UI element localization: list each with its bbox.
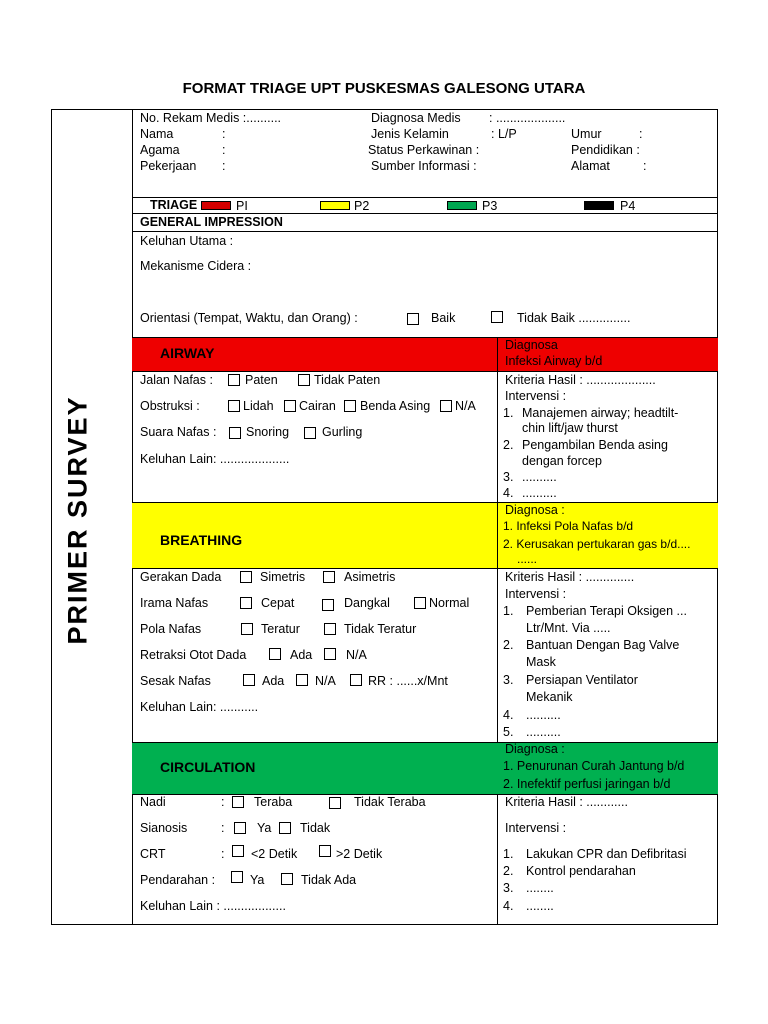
orientasi-tidak-baik-label: Tidak Baik ...............: [517, 311, 631, 325]
retraksi-ada-checkbox[interactable]: [269, 648, 281, 660]
row-line: [132, 742, 718, 743]
pendarahan-ya-label: Ya: [250, 873, 265, 887]
breathing-header: BREATHING: [160, 532, 243, 548]
benda-asing-label: Benda Asing: [360, 399, 431, 413]
circulation-kriteria-hasil: Kriteria Hasil : ............: [505, 795, 628, 809]
tidak-teratur-label: Tidak Teratur: [344, 622, 417, 636]
intervensi-item: Bantuan Dengan Bag Valve: [526, 638, 680, 652]
simetris-checkbox[interactable]: [240, 571, 252, 583]
gerakan-dada-label: Gerakan Dada: [140, 570, 222, 584]
paten-checkbox[interactable]: [228, 374, 240, 386]
intervensi-item: ..........: [526, 708, 561, 722]
status-perkawinan-label: Status Perkawinan :: [368, 143, 480, 157]
colon: :: [643, 159, 647, 173]
cairan-label: Cairan: [299, 399, 336, 413]
intervensi-item-cont: chin lift/jaw thurst: [522, 421, 618, 435]
mekanisme-cidera-label: Mekanisme Cidera :: [140, 259, 252, 273]
row-line: [132, 231, 718, 232]
intervensi-number: 1.: [503, 604, 514, 618]
snoring-checkbox[interactable]: [229, 427, 241, 439]
intervensi-item: ..........: [522, 486, 557, 500]
nama-label: Nama: [140, 127, 174, 141]
sesak-na-label: N/A: [315, 674, 336, 688]
simetris-label: Simetris: [260, 570, 306, 584]
sianosis-tidak-label: Tidak: [300, 821, 331, 835]
general-impression-header: GENERAL IMPRESSION: [140, 215, 283, 229]
circulation-header: CIRCULATION: [160, 759, 256, 775]
triage-p1-label: PI: [236, 199, 248, 213]
tidak-teratur-checkbox[interactable]: [324, 623, 336, 635]
row-line: [132, 502, 718, 503]
breathing-diagnosa-3: ......: [517, 552, 538, 566]
benda-asing-checkbox[interactable]: [344, 400, 356, 412]
intervensi-item-cont: Ltr/Mnt. Via .....: [526, 621, 611, 635]
breathing-diagnosa-2: 2. Kerusakan pertukaran gas b/d....: [503, 537, 691, 551]
intervensi-item-cont: Mekanik: [526, 690, 573, 704]
retraksi-otot-label: Retraksi Otot Dada: [140, 648, 247, 662]
teratur-checkbox[interactable]: [241, 623, 253, 635]
airway-diagnosa-title: Diagnosa: [505, 338, 558, 352]
gurling-checkbox[interactable]: [304, 427, 316, 439]
colon: :: [221, 795, 225, 809]
intervensi-item: ........: [526, 899, 554, 913]
pendidikan-label: Pendidikan :: [571, 143, 640, 157]
row-line: [132, 213, 718, 214]
pendarahan-label: Pendarahan :: [140, 873, 216, 887]
intervensi-item: Lakukan CPR dan Defibritasi: [526, 847, 687, 861]
dangkal-label: Dangkal: [344, 596, 390, 610]
triage-swatch-p1[interactable]: [201, 201, 231, 210]
intervensi-number: 4.: [503, 708, 514, 722]
jenis-kelamin-value: : L/P: [491, 127, 517, 141]
normal-checkbox[interactable]: [414, 597, 426, 609]
crt-gt2-label: >2 Detik: [336, 847, 383, 861]
sianosis-tidak-checkbox[interactable]: [279, 822, 291, 834]
keluhan-utama-label: Keluhan Utama :: [140, 234, 234, 248]
intervensi-number: 1.: [503, 406, 514, 420]
intervensi-number: 1.: [503, 847, 514, 861]
colon: :: [222, 159, 226, 173]
airway-keluhan-lain: Keluhan Lain: ....................: [140, 452, 290, 466]
breathing-keluhan-lain: Keluhan Lain: ...........: [140, 700, 259, 714]
dangkal-checkbox[interactable]: [322, 599, 334, 611]
airway-kriteria-hasil: Kriteria Hasil : ....................: [505, 373, 656, 387]
intervensi-number: 2.: [503, 438, 514, 452]
retraksi-na-label: N/A: [346, 648, 367, 662]
frame-left: [51, 109, 52, 925]
sesak-nafas-label: Sesak Nafas: [140, 674, 211, 688]
row-line: [132, 337, 718, 338]
intervensi-item: Pemberian Terapi Oksigen ...: [526, 604, 687, 618]
teraba-label: Teraba: [254, 795, 293, 809]
cepat-checkbox[interactable]: [240, 597, 252, 609]
circulation-diagnosa-title: Diagnosa :: [505, 742, 565, 756]
airway-header: AIRWAY: [160, 345, 215, 361]
tidak-paten-label: Tidak Paten: [314, 373, 381, 387]
asimetris-label: Asimetris: [344, 570, 396, 584]
intervensi-number: 3.: [503, 881, 514, 895]
breathing-diagnosa-title: Diagnosa :: [505, 503, 565, 517]
triage-label: TRIAGE: [150, 198, 198, 212]
diagnosa-medis-value: : ....................: [489, 111, 566, 125]
colon: :: [221, 821, 225, 835]
teratur-label: Teratur: [261, 622, 300, 636]
intervensi-item: ..........: [526, 725, 561, 739]
crt-lt2-checkbox[interactable]: [232, 845, 244, 857]
obstruksi-na-label: N/A: [455, 399, 476, 413]
triage-p2-label: P2: [354, 199, 370, 213]
irama-nafas-label: Irama Nafas: [140, 596, 209, 610]
intervensi-item-cont: Mask: [526, 655, 556, 669]
colon: :: [639, 127, 643, 141]
crt-label: CRT: [140, 847, 166, 861]
lidah-checkbox[interactable]: [228, 400, 240, 412]
airway-intervensi-label: Intervensi :: [505, 389, 567, 403]
intervensi-item: ........: [526, 881, 554, 895]
colon: :: [222, 127, 226, 141]
normal-label: Normal: [429, 596, 470, 610]
sianosis-ya-checkbox[interactable]: [234, 822, 246, 834]
sumber-informasi-label: Sumber Informasi :: [371, 159, 477, 173]
retraksi-ada-label: Ada: [290, 648, 313, 662]
sesak-na-checkbox[interactable]: [296, 674, 308, 686]
intervensi-item: Pengambilan Benda asing: [522, 438, 668, 452]
retraksi-na-checkbox[interactable]: [324, 648, 336, 660]
triage-swatch-p2[interactable]: [320, 201, 350, 210]
pendarahan-ya-checkbox[interactable]: [231, 871, 243, 883]
triage-p4-label: P4: [620, 199, 636, 213]
rr-checkbox[interactable]: [350, 674, 362, 686]
jalan-nafas-label: Jalan Nafas :: [140, 373, 213, 387]
intervensi-number: 3.: [503, 470, 514, 484]
suara-nafas-label: Suara Nafas :: [140, 425, 217, 439]
colon: :: [222, 143, 226, 157]
intervensi-number: 4.: [503, 899, 514, 913]
pekerjaan-label: Pekerjaan: [140, 159, 197, 173]
intervensi-item: Persiapan Ventilator: [526, 673, 638, 687]
column-divider: [497, 502, 498, 568]
tidak-teraba-checkbox[interactable]: [329, 797, 341, 809]
cepat-label: Cepat: [261, 596, 295, 610]
row-line: [132, 371, 718, 372]
row-line: [132, 568, 718, 569]
colon: :: [221, 847, 225, 861]
sesak-ada-label: Ada: [262, 674, 285, 688]
obstruksi-label: Obstruksi :: [140, 399, 200, 413]
orientasi-label: Orientasi (Tempat, Waktu, dan Orang) :: [140, 311, 358, 325]
airway-diagnosa-line: Infeksi Airway b/d: [505, 354, 603, 368]
umur-label: Umur: [571, 127, 602, 141]
crt-gt2-checkbox[interactable]: [319, 845, 331, 857]
row-line: [132, 197, 718, 198]
obstruksi-na-checkbox[interactable]: [440, 400, 452, 412]
column-divider: [497, 794, 498, 924]
frame-bottom: [51, 924, 718, 925]
breathing-diagnosa-1: 1. Infeksi Pola Nafas b/d: [503, 519, 634, 533]
tidak-paten-checkbox[interactable]: [298, 374, 310, 386]
lidah-label: Lidah: [243, 399, 274, 413]
circulation-diagnosa-2: 2. Inefektif perfusi jaringan b/d: [503, 777, 671, 791]
intervensi-item: ..........: [522, 470, 557, 484]
circulation-diagnosa-1: 1. Penurunan Curah Jantung b/d: [503, 759, 685, 773]
crt-lt2-label: <2 Detik: [251, 847, 298, 861]
pendarahan-tidak-ada-label: Tidak Ada: [301, 873, 357, 887]
intervensi-number: 5.: [503, 725, 514, 739]
form-title: FORMAT TRIAGE UPT PUSKESMAS GALESONG UTARA: [182, 80, 586, 97]
triage-swatch-p3[interactable]: [447, 201, 477, 210]
rekam-medis-label: No. Rekam Medis :..........: [140, 111, 282, 125]
breathing-intervensi-label: Intervensi :: [505, 587, 567, 601]
orientasi-baik-label: Baik: [431, 311, 456, 325]
snoring-label: Snoring: [246, 425, 290, 439]
gurling-label: Gurling: [322, 425, 363, 439]
sianosis-ya-label: Ya: [257, 821, 272, 835]
intervensi-number: 3.: [503, 673, 514, 687]
triage-p3-label: P3: [482, 199, 498, 213]
orientasi-tidak-baik-checkbox[interactable]: [491, 311, 503, 323]
intervensi-item-cont: dengan forcep: [522, 454, 602, 468]
agama-label: Agama: [140, 143, 180, 157]
circulation-intervensi-label: Intervensi :: [505, 821, 567, 835]
cairan-checkbox[interactable]: [284, 400, 296, 412]
intervensi-item: Manajemen airway; headtilt-: [522, 406, 679, 420]
circulation-keluhan-lain: Keluhan Lain : ..................: [140, 899, 286, 913]
pendarahan-tidak-ada-checkbox[interactable]: [281, 873, 293, 885]
breathing-kriteria-hasil: Kriteris Hasil : ..............: [505, 570, 635, 584]
nadi-label: Nadi: [140, 795, 166, 809]
diagnosa-medis-label: Diagnosa Medis: [371, 111, 461, 125]
sianosis-label: Sianosis: [140, 821, 188, 835]
intervensi-number: 2.: [503, 864, 514, 878]
alamat-label: Alamat: [571, 159, 610, 173]
jenis-kelamin-label: Jenis Kelamin: [371, 127, 449, 141]
triage-swatch-p4[interactable]: [584, 201, 614, 210]
sesak-ada-checkbox[interactable]: [243, 674, 255, 686]
intervensi-item: Kontrol pendarahan: [526, 864, 636, 878]
teraba-checkbox[interactable]: [232, 796, 244, 808]
tidak-teraba-label: Tidak Teraba: [354, 795, 426, 809]
asimetris-checkbox[interactable]: [323, 571, 335, 583]
paten-label: Paten: [245, 373, 278, 387]
orientasi-baik-checkbox[interactable]: [407, 313, 419, 325]
pola-nafas-label: Pola Nafas: [140, 622, 202, 636]
frame-top: [51, 109, 718, 110]
rr-label: RR : ......x/Mnt: [368, 674, 448, 688]
intervensi-number: 2.: [503, 638, 514, 652]
intervensi-number: 4.: [503, 486, 514, 500]
airway-header-band: [132, 337, 718, 371]
